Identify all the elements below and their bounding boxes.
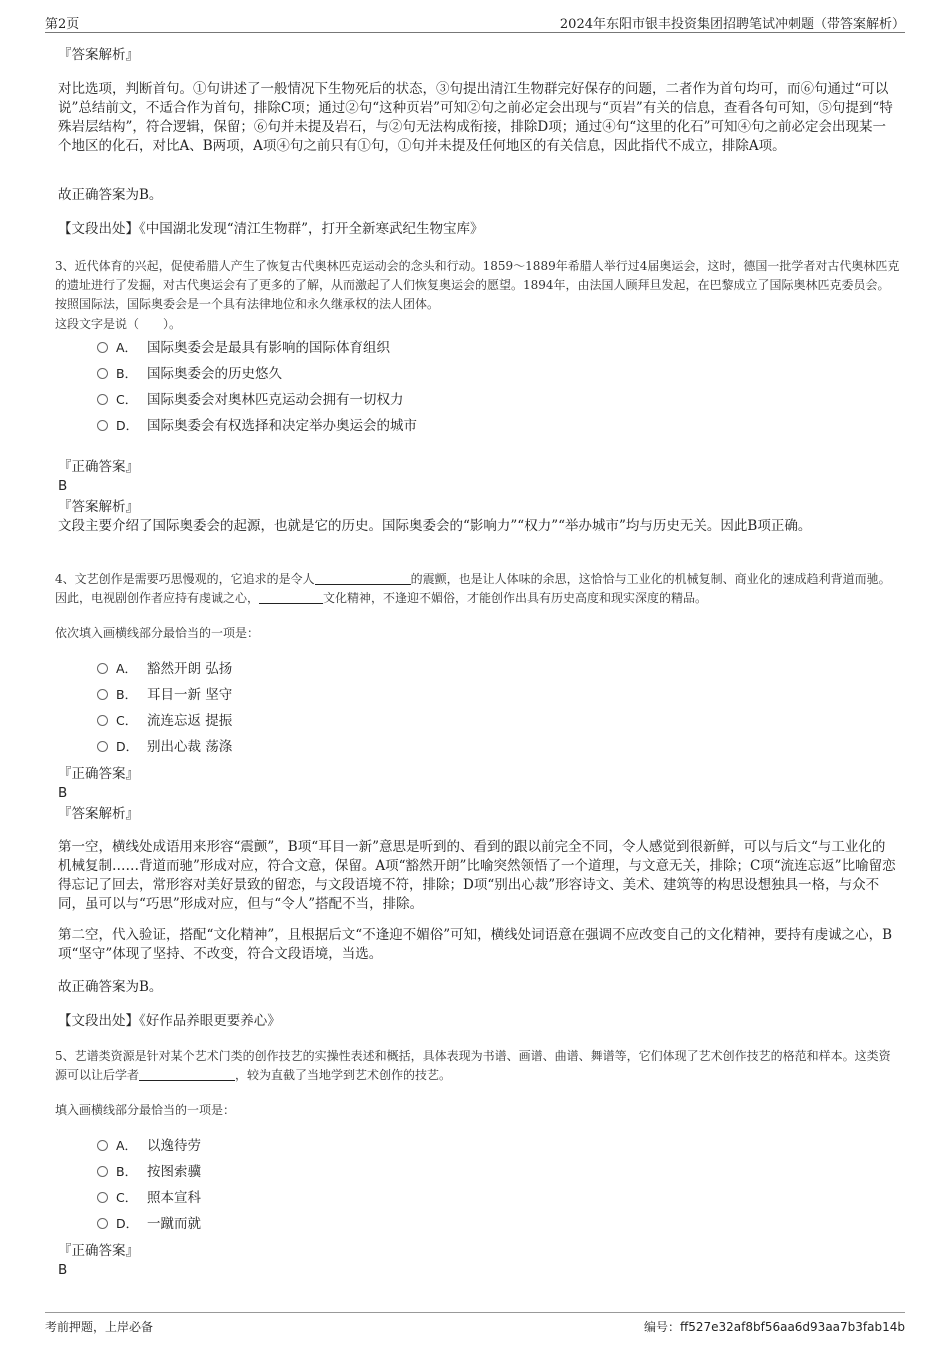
q4-source: 【文段出处】《好作品养眼更要养心》 [58,1013,281,1029]
blank-line [315,571,411,585]
option-letter: A． [116,1138,138,1153]
q3-stem: 3、近代体育的兴起，促使希腊人产生了恢复古代奥林匹克运动会的念头和行动。1859～1889年希腊人举行过4届奥运会，这时，德国一批学者对古代奥林匹克的遗址进行了发掘，对古代奥运会有了更多的了解，从而激起了人们恢复奥运会的愿望。1894年，由法国人顾拜旦发起，在巴黎成立了国际奥林匹克委员会。按照国际法，国际奥委会是一个具有法律地位和永久继承权的法人团体。 [55,259,900,311]
q5-option-a[interactable] [97,1136,201,1156]
q5-stem-part2: ，较为直截了当地学到艺术创作的技艺。 [235,1068,452,1082]
q5-option-b[interactable] [97,1162,201,1182]
option-letter: B． [116,366,138,381]
radio-button[interactable] [97,1218,108,1229]
q2-analysis-text: 对比选项，判断首句。①句讲述了一般情况下生物死后的状态，③句提出清江生物群完好保存的问题，二者作为首句均可，而⑥句通过“可以说”总结前文，不适合作为首句，排除C项；通过②句“这种页岩”可知②句之前必定会出现与“页岩”有关的信息，查看各句可知，⑤句提到“特殊岩层结构”，符合逻辑，保留；⑥句并未提及岩石，与②句无法构成衔接，排除D项；通过④句“这里的化石”可知④句之前必定会出现某一个地区的化石，对比A、B两项，A项④句之前只有①句，①句并未提及任何地区的有关信息，因此指代不成立，排除A项。 [58,81,893,154]
q4-stem-part1: 4、文艺创作是需要巧思慢观的，它追求的是令人 [55,572,315,586]
option-text: 国际奥委会是最具有影响的国际体育组织 [147,340,390,356]
q4-option-b[interactable] [97,685,232,705]
option-text: 照本宣科 [147,1190,201,1206]
footer-slogan: 考前押题，上岸必备 [45,1320,154,1334]
document-serial: 编号：ff527e32af8bf56aa6d93aa7b3fab14b [643,1320,905,1334]
option-letter: C． [116,713,138,728]
q4-analysis-p2: 第二空，代入验证，搭配“文化精神”，且根据后文“不逢迎不媚俗”可知，横线处词语意在强调不应改变自己的文化精神，要持有虔诚之心，B项“坚守”体现了坚持、不改变，符合文段语境，当选。 [58,927,893,962]
radio-button[interactable] [97,1166,108,1177]
q5-stem-part1: 5、艺谱类资源是针对某个艺术门类的创作技艺的实操性表述和概括，具体表现为书谱、画谱、曲谱、舞谱等，它们体现了艺术创作技艺的格范和样本。这类资源可以让后学者 [55,1049,891,1082]
q4-option-a[interactable] [97,659,232,679]
q4-stem-part2: 的震颤，也是让人体味的余思，这恰恰与工业化的机械复制、商业化的速成趋利背道而驰。因此，电视剧创作者应持有虔诚之心， [55,572,891,605]
q4-option-d[interactable] [97,737,232,757]
radio-button[interactable] [97,715,108,726]
q3-answer: B [58,478,68,494]
q2-conclusion: 故正确答案为B。 [58,187,163,203]
option-letter: A． [116,340,138,355]
q5-prompt: 填入画横线部分最恰当的一项是： [55,1103,236,1117]
q4-stem [55,570,900,608]
option-text: 豁然开朗 弘扬 [147,661,233,677]
document-title: 2024年东阳市银丰投资集团招聘笔试冲刺题（带答案解析） [559,17,905,32]
q2-analysis-label: 『答案解析』 [58,47,139,63]
radio-button[interactable] [97,1192,108,1203]
q5-option-d[interactable] [97,1214,201,1234]
q4-prompt: 依次填入画横线部分最恰当的一项是： [55,626,260,640]
q5-stem [55,1047,900,1085]
blank-line [259,590,323,604]
radio-button[interactable] [97,689,108,700]
radio-button[interactable] [97,663,108,674]
option-letter: D． [116,1216,139,1231]
radio-button[interactable] [97,741,108,752]
q4-stem-part3: 文化精神，不逢迎不媚俗，才能创作出具有历史高度和现实深度的精品。 [323,591,708,605]
q2-source: 【文段出处】《中国湖北发现“清江生物群”，打开全新寒武纪生物宝库》 [58,221,484,237]
option-text: 别出心裁 荡涤 [147,739,233,755]
radio-button[interactable] [97,342,108,353]
blank-line [139,1067,235,1081]
q3-option-a[interactable] [97,338,390,358]
q4-answer-label: 『正确答案』 [58,766,139,782]
option-text: 国际奥委会对奥林匹克运动会拥有一切权力 [147,392,404,408]
radio-button[interactable] [97,420,108,431]
q5-answer: B [58,1262,68,1278]
q3-analysis-text: 文段主要介绍了国际奥委会的起源，也就是它的历史。国际奥委会的“影响力”“权力”“举办城市”均与历史无关。因此B项正确。 [58,518,812,534]
q4-analysis-label: 『答案解析』 [58,806,139,822]
q4-answer: B [58,785,68,801]
q5-answer-label: 『正确答案』 [58,1243,139,1259]
q3-prompt: 这段文字是说（ ）。 [55,317,182,331]
page-number: 第2页 [45,17,80,32]
option-text: 一蹴而就 [147,1216,201,1232]
option-letter: C． [116,1190,138,1205]
page-header [45,10,905,33]
option-text: 流连忘返 提振 [147,713,233,729]
option-text: 国际奥委会的历史悠久 [147,366,282,382]
page-footer [45,1312,905,1334]
radio-button[interactable] [97,394,108,405]
q3-analysis-label: 『答案解析』 [58,499,139,515]
option-text: 以逸待劳 [147,1138,201,1154]
option-letter: D． [116,418,139,433]
q5-option-c[interactable] [97,1188,201,1208]
q3-option-c[interactable] [97,390,404,410]
option-letter: A． [116,661,138,676]
radio-button[interactable] [97,368,108,379]
option-letter: B． [116,687,138,702]
option-letter: B． [116,1164,138,1179]
option-text: 耳目一新 坚守 [147,687,233,703]
q3-option-b[interactable] [97,364,282,384]
q3-answer-label: 『正确答案』 [58,459,139,475]
radio-button[interactable] [97,1140,108,1151]
q4-conclusion: 故正确答案为B。 [58,979,163,995]
option-letter: C． [116,392,138,407]
q4-option-c[interactable] [97,711,232,731]
option-text: 国际奥委会有权选择和决定举办奥运会的城市 [147,418,417,434]
option-text: 按图索骥 [147,1164,201,1180]
option-letter: D． [116,739,139,754]
q4-analysis-p1: 第一空，横线处成语用来形容“震颤”，B项“耳目一新”意思是听到的、看到的跟以前完全不同，令人感觉到很新鲜，可以与后文“与工业化的机械复制……背道而驰”形成对应，符合文意，保留。A项“豁然开朗”比喻突然领悟了一个道理，与文意无关，排除；C项“流连忘返”比喻留恋得忘记了回去，常形容对美好景致的留恋，与文段语境不符，排除；D项“别出心裁”形容诗文、美术、建筑等的构思设想独具一格，与众不同，虽可以与“巧思”形成对应，但与“令人”搭配不当，排除。 [58,839,896,912]
q3-option-d[interactable] [97,416,417,436]
